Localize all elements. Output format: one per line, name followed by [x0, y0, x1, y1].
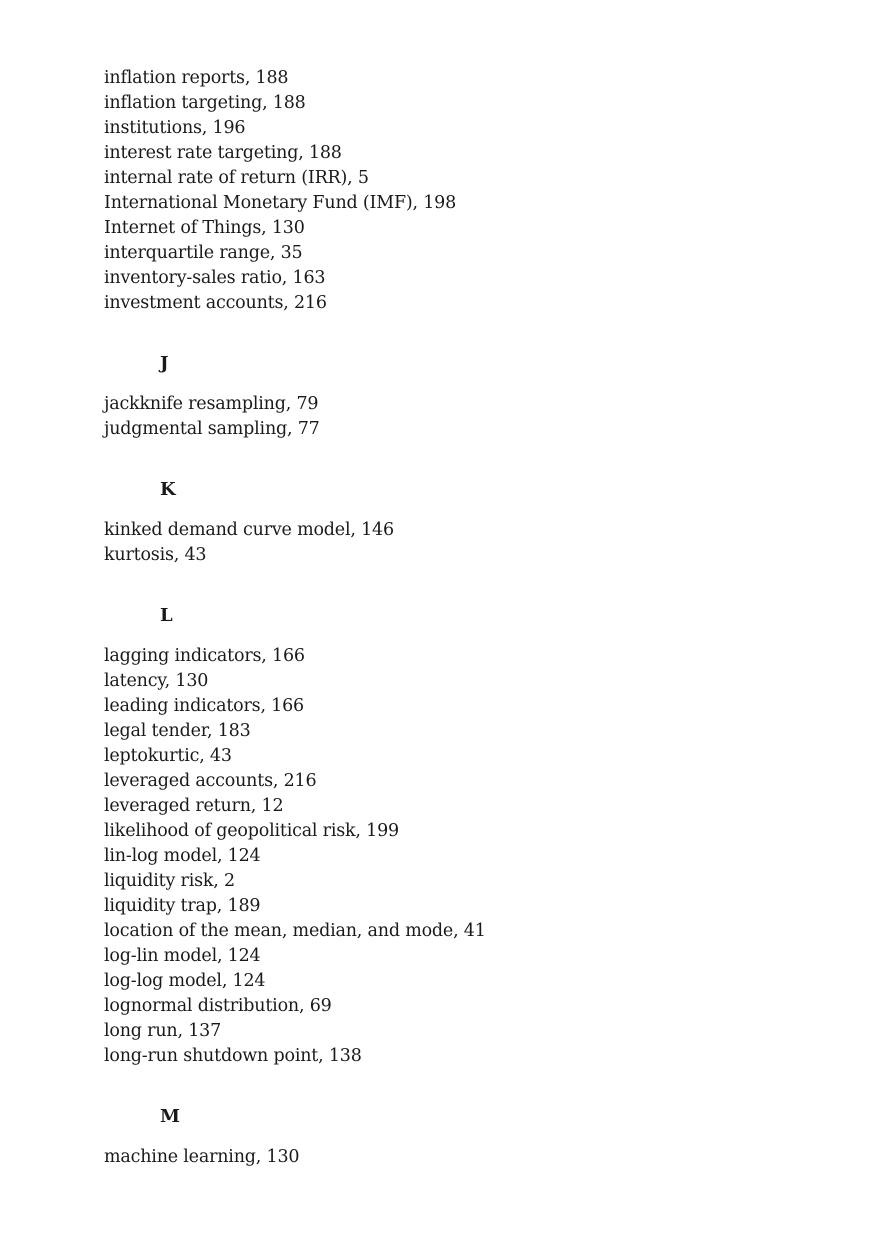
index-entry: leptokurtic, 43 [104, 746, 232, 766]
index-section-j [104, 351, 844, 442]
section-spacer [104, 442, 844, 477]
index-section-k [104, 477, 844, 568]
section-spacer [104, 1069, 844, 1104]
index-entry: Internet of Things, 130 [104, 218, 305, 238]
index-entry: inflation reports, 188 [104, 68, 289, 88]
index-entry: leading indicators, 166 [104, 696, 304, 716]
section-letter-heading: J [160, 353, 169, 374]
index-entry: liquidity risk, 2 [104, 871, 235, 891]
index-entry: machine learning, 130 [104, 1147, 300, 1167]
index-entry: legal tender, 183 [104, 721, 251, 741]
index-section-m [104, 1104, 844, 1170]
index-entry: log-lin model, 124 [104, 946, 261, 966]
index-entry: investment accounts, 216 [104, 293, 327, 313]
section-letter-heading: M [160, 1106, 180, 1127]
index-entry: internal rate of return (IRR), 5 [104, 168, 369, 188]
index-entry: location of the mean, median, and mode, 41 [104, 921, 486, 941]
index-entry: judgmental sampling, 77 [104, 419, 320, 439]
index-entry: lognormal distribution, 69 [104, 996, 332, 1016]
section-letter-heading: K [160, 479, 176, 500]
section-spacer [104, 1129, 844, 1145]
index-entry: leveraged accounts, 216 [104, 771, 317, 791]
index-entry: jackknife resampling, 79 [104, 394, 319, 414]
index-section-l [104, 603, 844, 1069]
index-entry: institutions, 196 [104, 118, 246, 138]
index-entry: long-run shutdown point, 138 [104, 1046, 362, 1066]
index-entry: inventory-sales ratio, 163 [104, 268, 326, 288]
index-entry: interest rate targeting, 188 [104, 143, 342, 163]
index-entry: likelihood of geopolitical risk, 199 [104, 821, 399, 841]
index-entry: inflation targeting, 188 [104, 93, 306, 113]
index-entry: liquidity trap, 189 [104, 896, 261, 916]
section-spacer [104, 628, 844, 644]
index-entry: log-log model, 124 [104, 971, 266, 991]
index-entry: lin-log model, 124 [104, 846, 261, 866]
index-entry: kinked demand curve model, 146 [104, 520, 394, 540]
index-entry: leveraged return, 12 [104, 796, 284, 816]
section-letter-heading: L [160, 605, 173, 626]
section-spacer [104, 502, 844, 518]
index-section-i [104, 66, 844, 316]
index-entry: kurtosis, 43 [104, 545, 207, 565]
index-entry: lagging indicators, 166 [104, 646, 305, 666]
index-entry: latency, 130 [104, 671, 209, 691]
section-spacer [104, 568, 844, 603]
index-entry: interquartile range, 35 [104, 243, 303, 263]
section-spacer [104, 316, 844, 351]
index-entry: International Monetary Fund (IMF), 198 [104, 193, 457, 213]
index-entry: long run, 137 [104, 1021, 222, 1041]
section-spacer [104, 376, 844, 392]
index-page [104, 66, 844, 1170]
